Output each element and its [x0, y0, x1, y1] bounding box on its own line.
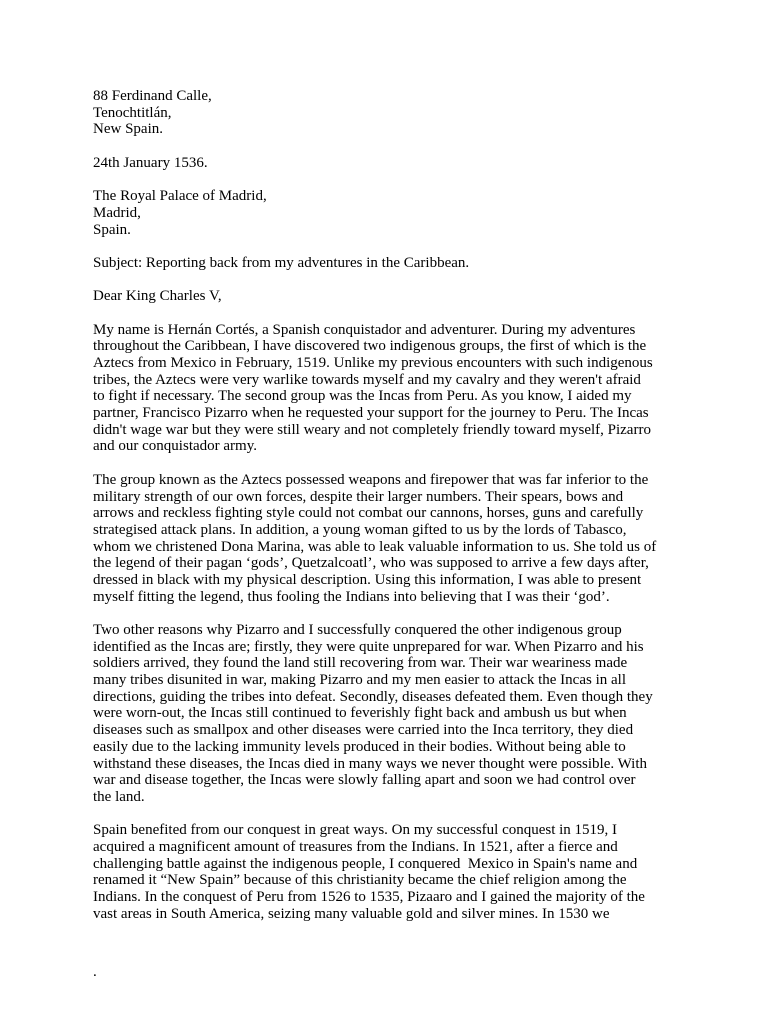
paragraph-line: throughout the Caribbean, I have discovered two indigenous groups, the first of which is the	[93, 338, 647, 355]
body-paragraph	[93, 822, 683, 922]
paragraph-line: the legend of their pagan ‘gods’, Quetzalcoatl’, who was supposed to arrive a few days after,	[93, 555, 649, 572]
paragraph-line: renamed it “New Spain” because of this christianity became the chief religion among the	[93, 872, 627, 889]
paragraph-line: partner, Francisco Pizarro when he requested your support for the journey to Peru. The Incas	[93, 405, 649, 422]
sender-address-line: 88 Ferdinand Calle,	[93, 88, 212, 104]
paragraph-line: directions, guiding the tribes into defeat. Secondly, diseases defeated them. Even though they	[93, 688, 653, 705]
paragraph-line: Indians. In the conquest of Peru from 1526 to 1535, Pizaaro and I gained the majority of the	[93, 889, 645, 905]
paragraph-line: identified as the Incas are; firstly, they were quite unprepared for war. When Pizarro and his	[93, 638, 644, 655]
letter-date: 24th January 1536.	[93, 154, 208, 171]
paragraph-line: the land.	[93, 788, 145, 805]
paragraph-line: arrows and reckless fighting style could not combat our cannons, horses, guns and carefully	[93, 505, 644, 522]
paragraph-line: easily due to the lacking immunity levels produced in their bodies. Without being able to	[93, 738, 626, 755]
recipient-address-line: The Royal Palace of Madrid,	[93, 188, 267, 205]
paragraph-line: many tribes disunited in war, making Pizarro and my men easier to attack the Incas in all	[93, 672, 626, 689]
paragraph-line: challenging battle against the indigenous people, I conquered Mexico in Spain's name and	[93, 855, 638, 872]
paragraph-line: to fight if necessary. The second group was the Incas from Peru. As you know, I aided my	[93, 388, 632, 405]
paragraph-line: dressed in black with my physical description. Using this information, I was able to present	[93, 571, 642, 588]
recipient-address	[93, 188, 683, 238]
letter-salutation: Dear King Charles V,	[93, 288, 222, 305]
paragraph-line: soldiers arrived, they found the land still recovering from war. Their war weariness made	[93, 655, 628, 672]
paragraph-line: and our conquistador army.	[93, 438, 257, 455]
body-paragraph	[93, 472, 683, 606]
page-marker: .	[93, 964, 97, 980]
recipient-address-line: Spain.	[93, 221, 131, 238]
paragraph-line: The group known as the Aztecs possessed weapons and firepower that was far inferior to the	[93, 471, 649, 488]
paragraph-line: My name is Hernán Cortés, a Spanish conquistador and adventurer. During my adventures	[93, 321, 636, 338]
letter-body	[93, 88, 683, 922]
sender-address-line: New Spain.	[93, 121, 163, 138]
letter-subject: Subject: Reporting back from my adventures in the Caribbean.	[93, 254, 470, 271]
recipient-address-line: Madrid,	[93, 204, 141, 221]
paragraph-line: vast areas in South America, seizing many valuable gold and silver mines. In 1530 we	[93, 905, 610, 922]
paragraph-line: withstand these diseases, the Incas died in many ways we never thought were possible. With	[93, 755, 647, 772]
paragraph-line: war and disease together, the Incas were slowly falling apart and soon we had control over	[93, 772, 636, 789]
paragraph-line: whom we christened Dona Marina, was able to leak valuable information to us. She told us of	[93, 538, 657, 555]
paragraph-line: diseases such as smallpox and other diseases were carried into the Inca territory, they died	[93, 722, 634, 739]
paragraph-line: didn't wage war but they were still weary and not completely friendly toward myself, Pizarro	[93, 421, 651, 438]
sender-address	[93, 88, 683, 138]
paragraph-line: Aztecs from Mexico in February, 1519. Unlike my previous encounters with such indigenous	[93, 355, 653, 371]
body-paragraph	[93, 622, 683, 806]
paragraph-line: strategised attack plans. In addition, a young woman gifted to us by the lords of Tabasco,	[93, 521, 627, 538]
paragraph-line: Two other reasons why Pizarro and I successfully conquered the other indigenous group	[93, 622, 622, 638]
paragraph-line: tribes, the Aztecs were very warlike towards myself and my cavalry and they weren't afraid	[93, 371, 641, 388]
paragraph-line: were worn-out, the Incas still continued to feverishly fight back and ambush us but when	[93, 705, 627, 722]
body-paragraph	[93, 322, 683, 456]
paragraph-line: acquired a magnificent amount of treasures from the Indians. In 1521, after a fierce and	[93, 838, 618, 855]
paragraph-line: military strength of our own forces, despite their larger numbers. Their spears, bows and	[93, 488, 624, 505]
paragraph-line: Spain benefited from our conquest in great ways. On my successful conquest in 1519, I	[93, 822, 618, 839]
sender-address-line: Tenochtitlán,	[93, 104, 172, 121]
paragraph-line: myself fitting the legend, thus fooling the Indians into believing that I was their ‘god’.	[93, 588, 610, 605]
letter-paragraphs	[93, 322, 683, 923]
